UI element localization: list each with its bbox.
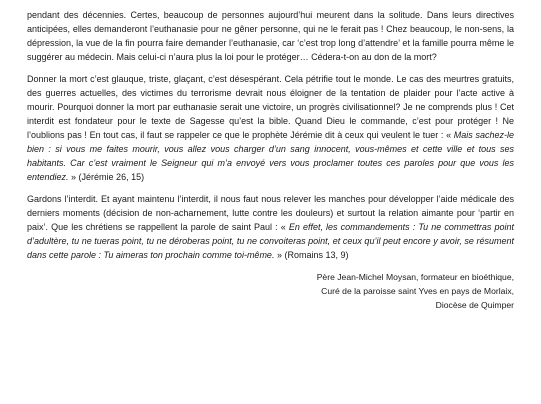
paragraph-2-text: Donner la mort c’est glauque, triste, glaçant, c’est désespérant. Cela pétrifie tout le monde. Le cas des meurtres gratuits, des guerres actuelles, des victimes du terrorisme devrait nous éloigner de la tentation de plaider pour l’acte active à mourir. Pourquoi donner la mort par euthanasie serait une victoire, un progrès civilisationnel? Je ne comprends plus ! Cet interdit est fondateur pour le texte de Sagesse qu’est la bible. Quand Dieu le commande, c’est pour protéger ! Ne l’oublions pas ! En tout cas, il faut se rappeler ce que le prophète Jérémie dit à ceux qui veulent le tuer : « xyxy=(27,74,514,140)
jeremie-reference: » (Jérémie 26, 15) xyxy=(68,172,145,182)
romains-quote: En effet, les commandements : Tu ne commettras point d’adultère, tu ne tueras point, tu ne déroberas point, tu ne convoiteras point, et ceux qu’il peut encore y avoir, se résument dans cette parole : Tu aimeras ton prochain comme toi-même. xyxy=(27,222,514,260)
signature-block xyxy=(27,270,514,312)
signature-author: Père Jean-Michel Moysan, formateur en bioéthique, xyxy=(316,272,514,282)
paragraph-1 xyxy=(27,8,514,64)
paragraph-2 xyxy=(27,72,514,184)
signature-diocese: Diocèse de Quimper xyxy=(435,300,514,310)
paragraph-3 xyxy=(27,192,514,262)
romains-reference: » (Romains 13, 9) xyxy=(274,250,349,260)
paragraph-3-text: Gardons l’interdit. Et ayant maintenu l’interdit, il nous faut nous relever les manches pour développer l’aide médicale des derniers moments (décision de non-acharnement, lutte contre les douleurs) et surtout la relation aimante pour ‘partir en paix’. Que les chrétiens se rappellent la parole de saint Paul : « xyxy=(27,194,514,232)
paragraph-1-text: pendant des décennies. Certes, beaucoup de personnes aujourd’hui meurent dans la solitude. Dans leurs directives anticipées, elles demanderont l’euthanasie pour ne gêner personne, qui ne le ferait pas ! Chez beaucoup, le non-sens, la dépression, la vue de la fin pourra faire demander l’euthanasie, car ‘c’est trop long d’attendre’ et la famille pourra même le suggérer au médecin. Mais celui-ci n’aura plus la loi pour le protéger… Cédera-t-on au don de la mort? xyxy=(27,10,514,62)
signature-parish: Curé de la paroisse saint Yves en pays de Morlaix, xyxy=(321,286,514,296)
jeremie-quote: Mais sachez-le bien : si vous me faites mourir, vous allez vous charger d’un sang innocent, vous-mêmes et cette ville et tous ses habitants. Car c’est vraiment le Seigneur qui m’a envoyé vers vous proclamer toutes ces paroles pour que vous les entendiez. xyxy=(27,130,514,182)
